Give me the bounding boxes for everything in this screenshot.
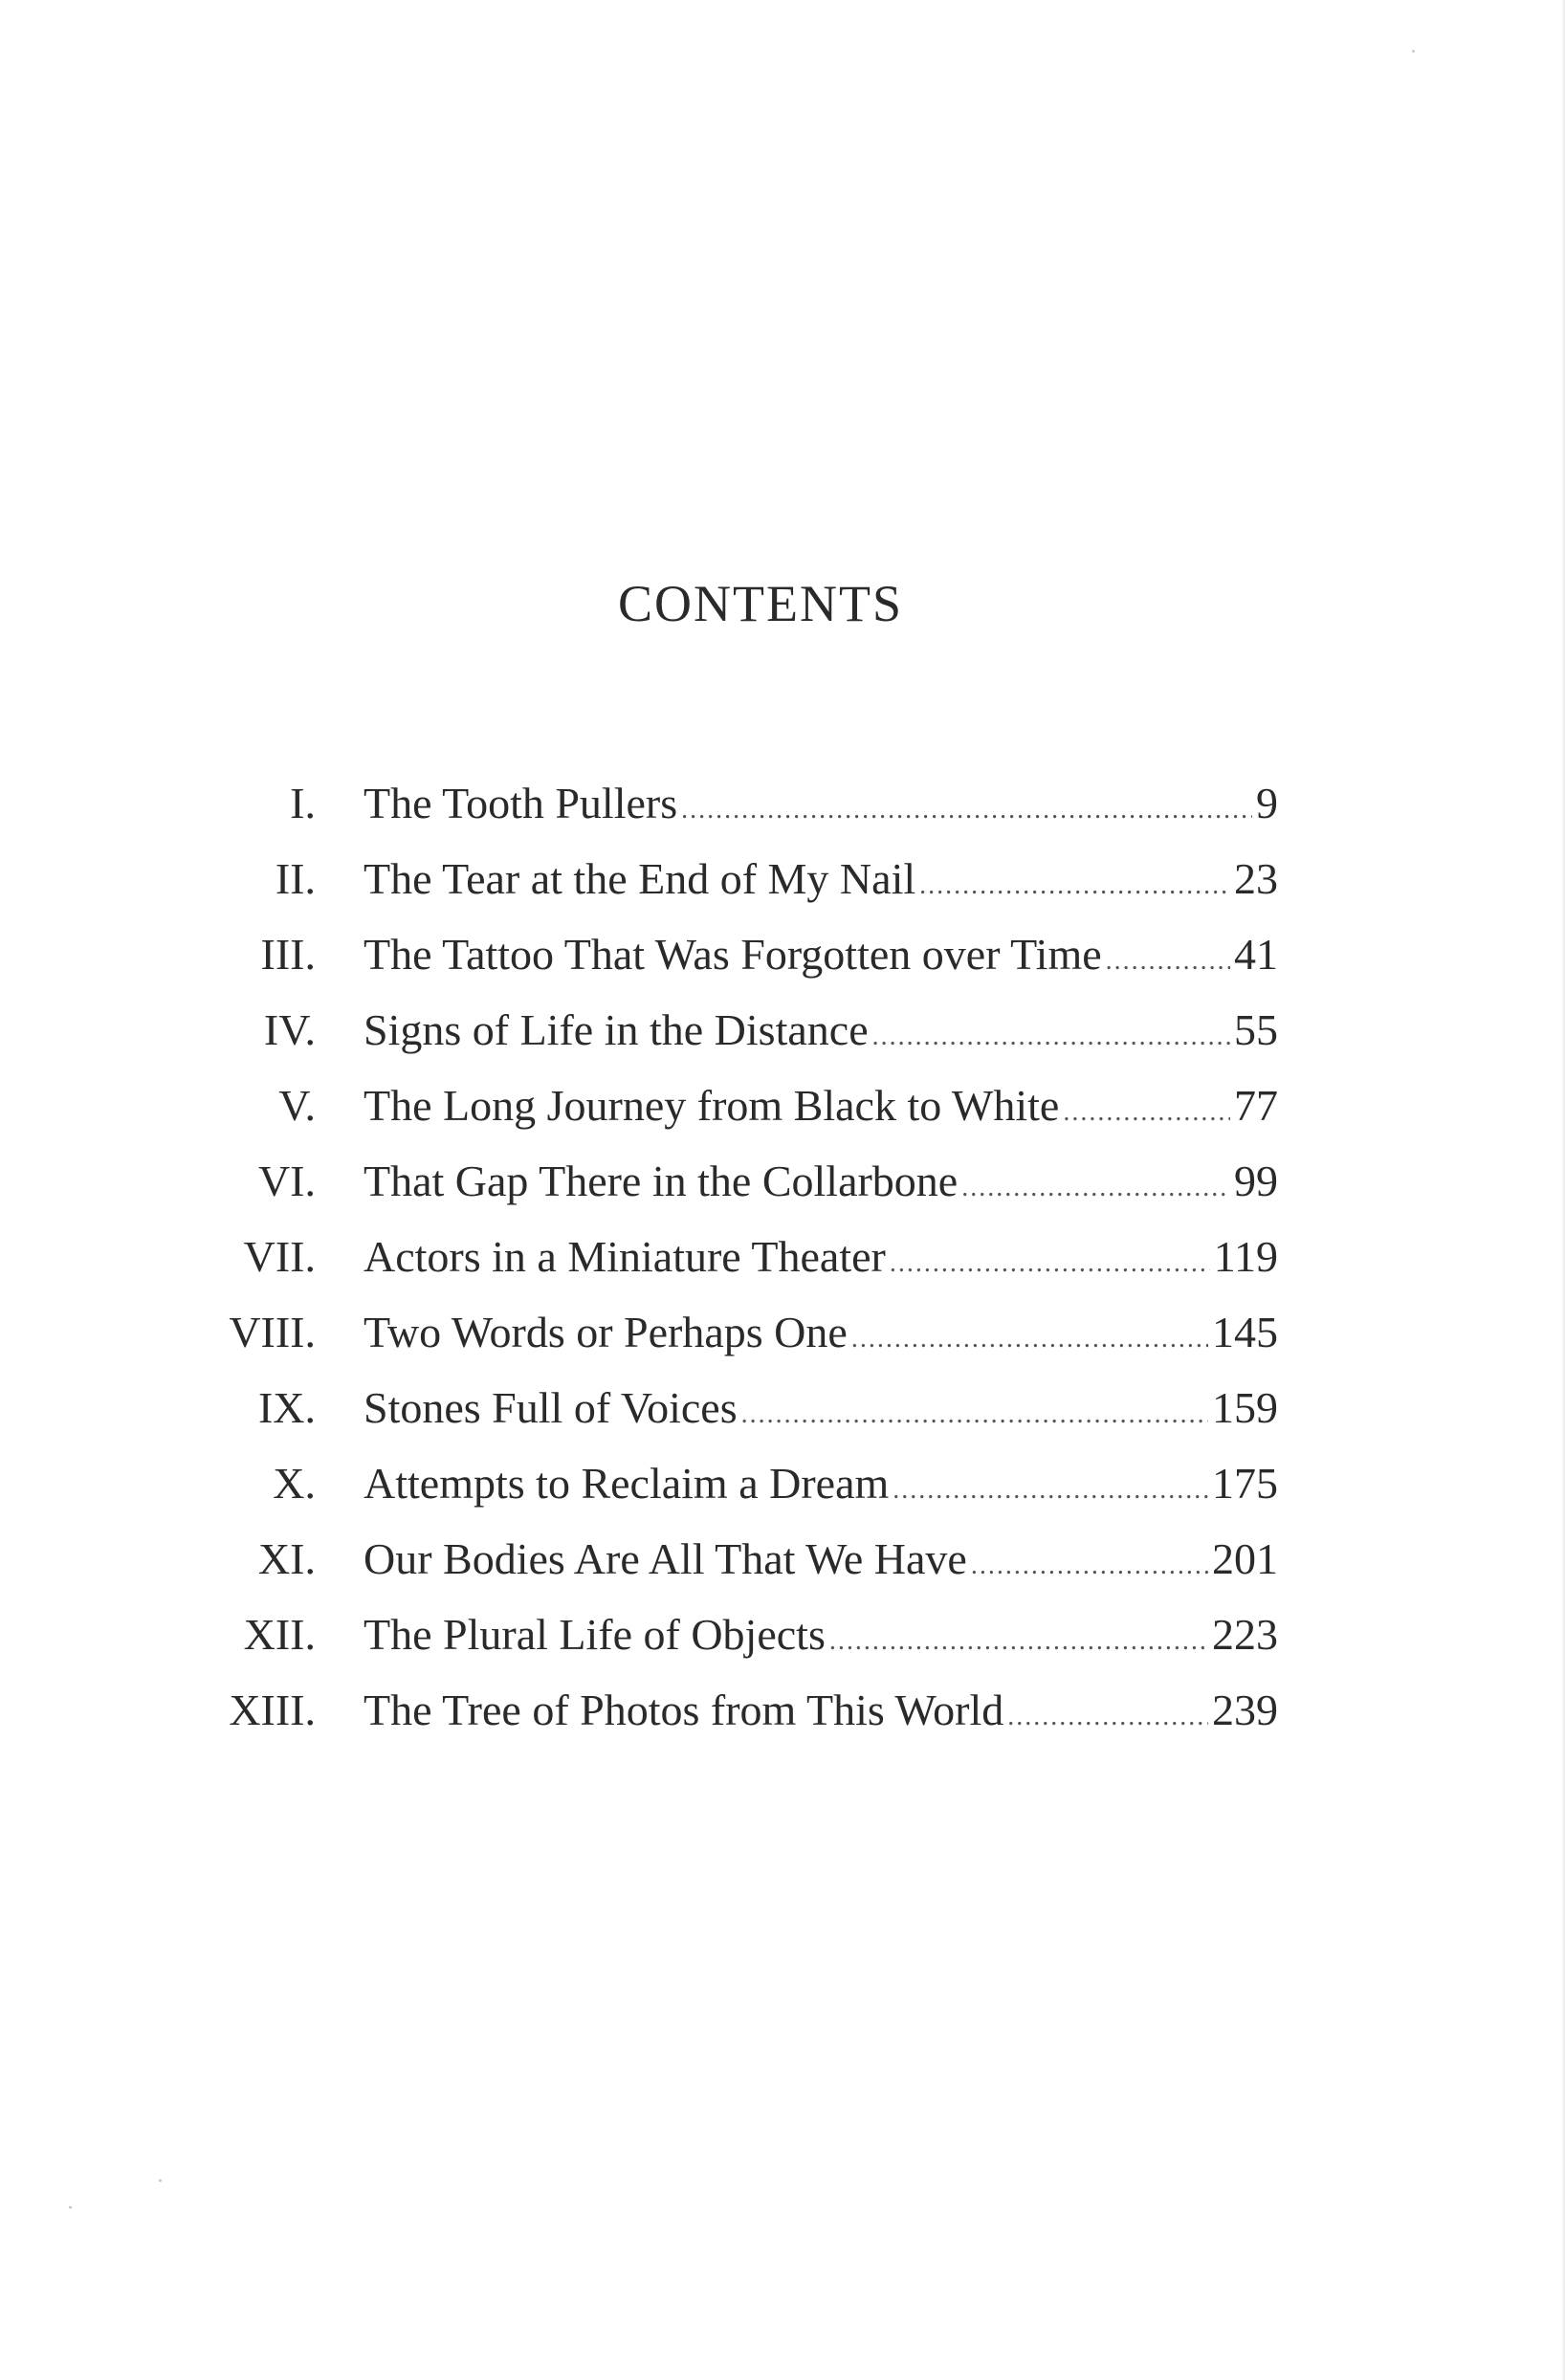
- dot-leader: [872, 999, 1230, 1074]
- chapter-numeral: XI.: [257, 1534, 316, 1583]
- toc-row: [0, 1672, 1565, 1748]
- toc-entry: [364, 916, 1278, 999]
- toc-entry: [364, 1672, 1278, 1754]
- page-number: 99: [1234, 1157, 1278, 1205]
- toc-row: [0, 1294, 1565, 1370]
- dot-leader: [893, 1452, 1208, 1528]
- chapter-numeral: VI.: [257, 1157, 316, 1205]
- chapter-numeral: VIII.: [229, 1308, 316, 1356]
- dot-leader: [1063, 1074, 1230, 1150]
- chapter-numeral: X.: [273, 1459, 316, 1508]
- toc-entry: [364, 1597, 1278, 1679]
- chapter-title: The Tear at the End of My Nail: [364, 854, 916, 903]
- page-number: 201: [1212, 1534, 1278, 1583]
- toc-entry: [364, 1219, 1278, 1301]
- chapter-title: The Tree of Photos from This World: [364, 1686, 1004, 1734]
- dot-leader: [919, 848, 1230, 923]
- chapter-numeral: VII.: [243, 1232, 316, 1281]
- chapter-title: Two Words or Perhaps One: [364, 1308, 848, 1356]
- toc-row: [0, 1597, 1565, 1672]
- dot-leader: [1007, 1679, 1208, 1754]
- chapter-numeral: I.: [290, 779, 316, 827]
- page-number: 145: [1212, 1308, 1278, 1356]
- toc-row: [0, 1370, 1565, 1445]
- toc-row: [0, 992, 1565, 1068]
- toc-entry: [364, 1521, 1278, 1603]
- page-number: 77: [1234, 1081, 1278, 1130]
- chapter-title: The Tattoo That Was Forgotten over Time: [364, 930, 1102, 979]
- chapter-numeral: III.: [260, 930, 316, 979]
- toc-entry: [364, 1294, 1278, 1377]
- toc-entry: [364, 1143, 1278, 1225]
- table-of-contents: [0, 765, 1565, 1748]
- dot-leader: [741, 1377, 1208, 1452]
- chapter-numeral: XII.: [243, 1610, 316, 1659]
- dot-leader: [681, 772, 1252, 848]
- toc-entry: [364, 765, 1278, 848]
- chapter-numeral: II.: [275, 854, 316, 903]
- toc-row: [0, 841, 1565, 916]
- page-number: 159: [1212, 1383, 1278, 1432]
- chapter-numeral: IV.: [263, 1005, 316, 1054]
- chapter-numeral: V.: [278, 1081, 316, 1130]
- page-number: 223: [1212, 1610, 1278, 1659]
- toc-entry: [364, 992, 1278, 1074]
- chapter-title: The Tooth Pullers: [364, 779, 678, 827]
- toc-row: [0, 1521, 1565, 1597]
- page-number: 175: [1212, 1459, 1278, 1508]
- toc-row: [0, 1445, 1565, 1521]
- chapter-title: The Long Journey from Black to White: [364, 1081, 1060, 1130]
- chapter-title: The Plural Life of Objects: [364, 1610, 826, 1659]
- dot-leader: [961, 1150, 1230, 1225]
- dot-leader: [829, 1603, 1208, 1679]
- chapter-title: That Gap There in the Collarbone: [364, 1157, 959, 1205]
- toc-entry: [364, 1370, 1278, 1452]
- toc-row: [0, 765, 1565, 841]
- page-number: 41: [1234, 930, 1278, 979]
- toc-row: [0, 1143, 1565, 1219]
- page-number: 23: [1234, 854, 1278, 903]
- chapter-title: Actors in a Miniature Theater: [364, 1232, 886, 1281]
- dot-leader: [1106, 923, 1230, 999]
- toc-row: [0, 1219, 1565, 1294]
- dot-leader: [890, 1225, 1210, 1301]
- dot-leader: [851, 1301, 1208, 1377]
- toc-row: [0, 916, 1565, 992]
- paper-speck: [159, 2179, 162, 2182]
- page-number: 119: [1213, 1232, 1278, 1281]
- paper-speck: [1412, 50, 1415, 53]
- toc-entry: [364, 1445, 1278, 1528]
- page-number: 239: [1212, 1686, 1278, 1734]
- toc-row: [0, 1068, 1565, 1143]
- contents-heading: CONTENTS: [618, 575, 903, 632]
- chapter-numeral: XIII.: [229, 1686, 316, 1734]
- toc-entry: [364, 1068, 1278, 1150]
- page-number: 9: [1256, 779, 1278, 827]
- dot-leader: [971, 1528, 1208, 1603]
- page-number: 55: [1234, 1005, 1278, 1054]
- chapter-title: Stones Full of Voices: [364, 1383, 738, 1432]
- chapter-title: Attempts to Reclaim a Dream: [364, 1459, 890, 1508]
- chapter-title: Our Bodies Are All That We Have: [364, 1534, 967, 1583]
- toc-entry: [364, 841, 1278, 923]
- chapter-title: Signs of Life in the Distance: [364, 1005, 869, 1054]
- paper-speck: [69, 2206, 72, 2209]
- chapter-numeral: IX.: [257, 1383, 316, 1432]
